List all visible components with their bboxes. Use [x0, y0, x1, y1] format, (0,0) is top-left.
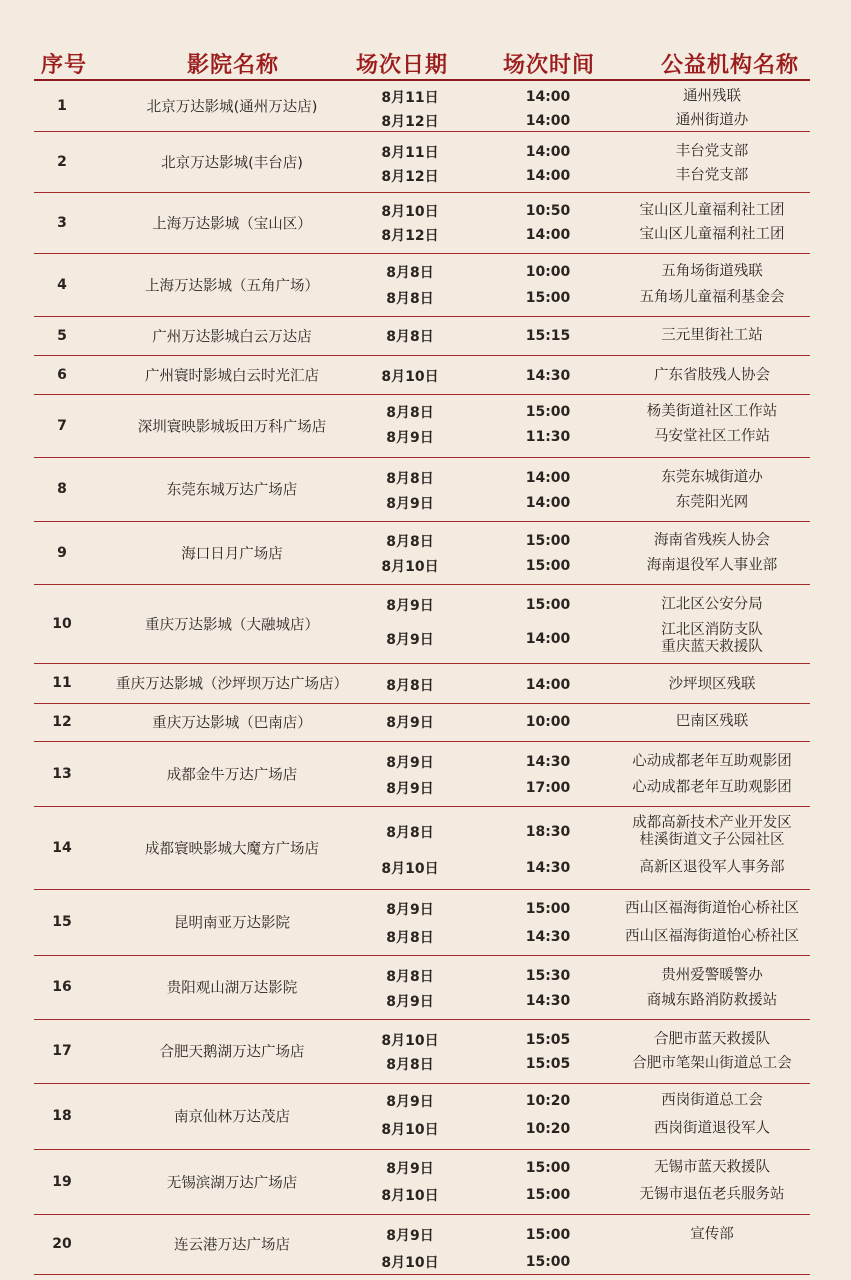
session-time: 10:00 [525, 264, 571, 280]
row-divider [34, 703, 810, 704]
session-time: 11:30 [525, 429, 571, 445]
session-date: 8月8日 [386, 1057, 434, 1073]
session-date: 8月8日 [386, 291, 434, 307]
session-date: 8月9日 [386, 1094, 434, 1110]
cinema-name: 上海万达影城（宝山区） [152, 216, 312, 232]
session-time: 15:00 [525, 597, 571, 613]
session-date: 8月8日 [386, 534, 434, 550]
row-divider [34, 889, 810, 890]
session-time: 14:30 [525, 929, 571, 945]
organization-name: 宣传部 [690, 1226, 734, 1243]
cinema-name: 昆明南亚万达影院 [174, 915, 290, 932]
organization-name: 心动成都老年互助观影团 [632, 779, 792, 796]
session-time: 18:30 [525, 824, 571, 840]
row-number: 15 [52, 914, 72, 930]
organization-name: 宝山区儿童福利社工团 [639, 202, 785, 219]
row-number: 5 [57, 327, 67, 344]
session-date: 8月10日 [381, 204, 439, 220]
row-number: 1 [57, 97, 67, 114]
organization-name: 贵州爱警暖警办 [661, 967, 763, 984]
session-time: 14:30 [525, 368, 571, 384]
session-date: 8月9日 [386, 994, 434, 1010]
session-date: 8月8日 [386, 825, 434, 841]
session-time: 14:00 [525, 113, 571, 129]
session-date: 8月9日 [386, 1228, 434, 1244]
session-date: 8月8日 [386, 930, 434, 946]
organization-name: 广东省肢残人协会 [654, 367, 770, 384]
session-date: 8月10日 [381, 861, 439, 877]
session-time: 15:00 [525, 1254, 571, 1270]
session-date: 8月10日 [381, 1033, 439, 1049]
session-date: 8月9日 [386, 1161, 434, 1177]
session-date: 8月8日 [386, 405, 434, 421]
organization-name: 成都高新技术产业开发区 桂溪街道文子公园社区 [632, 815, 792, 848]
organization-name: 合肥市笔架山街道总工会 [632, 1055, 792, 1072]
organization-name: 海南退役军人事业部 [646, 557, 778, 574]
row-divider [34, 457, 810, 458]
cinema-name: 合肥天鹅湖万达广场店 [159, 1044, 305, 1061]
session-date: 8月8日 [386, 678, 434, 694]
row-number: 16 [52, 979, 72, 995]
header-org: 公益机构名称 [660, 53, 800, 78]
session-time: 14:00 [525, 495, 571, 511]
organization-name: 高新区退役军人事务部 [639, 859, 785, 876]
session-time: 15:00 [525, 404, 571, 420]
session-date: 8月9日 [386, 496, 434, 512]
row-number: 6 [57, 366, 67, 383]
session-date: 8月12日 [381, 114, 439, 130]
row-number: 11 [52, 675, 72, 691]
session-date: 8月10日 [381, 1122, 439, 1138]
header-no: 序号 [40, 53, 88, 78]
session-time: 15:05 [525, 1032, 571, 1048]
session-date: 8月10日 [381, 369, 439, 385]
session-time: 15:00 [525, 1227, 571, 1243]
cinema-name: 成都寰映影城大魔方广场店 [145, 841, 319, 857]
row-number: 18 [52, 1108, 72, 1124]
session-date: 8月8日 [386, 329, 434, 345]
cinema-name: 北京万达影城(通州万达店) [146, 99, 318, 115]
session-time: 10:20 [525, 1121, 571, 1137]
session-date: 8月12日 [381, 169, 439, 185]
organization-name: 无锡市蓝天救援队 [654, 1159, 770, 1176]
session-date: 8月8日 [386, 471, 434, 487]
row-number: 2 [57, 153, 67, 170]
organization-name: 心动成都老年互助观影团 [632, 753, 792, 770]
row-number: 3 [57, 214, 67, 231]
organization-name: 西岗街道总工会 [661, 1092, 763, 1109]
session-time: 14:00 [525, 677, 571, 693]
row-divider [34, 1083, 810, 1084]
session-time: 15:00 [525, 1160, 571, 1176]
row-number: 12 [52, 714, 72, 730]
row-number: 8 [57, 481, 67, 497]
session-date: 8月11日 [381, 90, 439, 106]
row-number: 14 [52, 839, 72, 856]
cinema-name: 南京仙林万达茂店 [174, 1109, 290, 1126]
organization-name: 丰台党支部 [675, 143, 749, 160]
organization-name: 商城东路消防救援站 [646, 992, 778, 1009]
organization-name: 西山区福海街道怡心桥社区 [625, 928, 799, 945]
organization-name: 海南省残疾人协会 [654, 532, 770, 549]
session-time: 15:00 [525, 901, 571, 917]
row-divider [34, 806, 810, 807]
cinema-name: 无锡滨湖万达广场店 [166, 1175, 298, 1191]
session-date: 8月11日 [381, 145, 439, 161]
row-divider [34, 192, 810, 193]
cinema-name: 连云港万达广场店 [174, 1237, 290, 1254]
row-divider [34, 1149, 810, 1150]
cinema-name: 广州寰时影城白云时光汇店 [145, 368, 319, 384]
session-date: 8月9日 [386, 755, 434, 771]
organization-name: 巴南区残联 [675, 713, 749, 730]
row-divider [34, 955, 810, 956]
row-divider [34, 131, 810, 132]
row-number: 13 [52, 765, 72, 782]
row-number: 17 [52, 1043, 72, 1059]
session-time: 15:00 [525, 533, 571, 549]
row-number: 20 [52, 1236, 72, 1252]
cinema-name: 重庆万达影城（巴南店） [152, 715, 312, 732]
row-divider [34, 355, 810, 356]
cinema-name: 北京万达影城(丰台店) [161, 155, 303, 171]
cinema-name: 成都金牛万达广场店 [166, 767, 298, 783]
row-divider [34, 584, 810, 585]
row-divider [34, 521, 810, 522]
session-time: 15:00 [525, 1187, 571, 1203]
cinema-name: 海口日月广场店 [181, 546, 283, 562]
cinema-name: 重庆万达影城（沙坪坝万达广场店） [116, 676, 348, 693]
header-cinema: 影院名称 [186, 53, 280, 78]
row-divider [34, 663, 810, 664]
session-date: 8月9日 [386, 598, 434, 614]
row-divider [34, 394, 810, 395]
organization-name: 五角场儿童福利基金会 [639, 289, 785, 306]
cinema-name: 东莞东城万达广场店 [166, 482, 298, 499]
session-time: 14:00 [525, 470, 571, 486]
organization-name: 东莞东城街道办 [661, 469, 763, 486]
organization-name: 合肥市蓝天救援队 [654, 1031, 770, 1048]
organization-name: 江北区消防支队 重庆蓝天救援队 [661, 622, 763, 655]
organization-name: 西岗街道退役军人 [654, 1120, 770, 1137]
session-date: 8月10日 [381, 1255, 439, 1271]
organization-name: 沙坪坝区残联 [668, 676, 756, 693]
cinema-name: 深圳寰映影城坂田万科广场店 [137, 419, 327, 435]
session-time: 15:15 [525, 328, 571, 344]
session-date: 8月9日 [386, 781, 434, 797]
organization-name: 五角场街道残联 [661, 263, 763, 280]
row-number: 19 [52, 1173, 72, 1190]
session-date: 8月10日 [381, 1188, 439, 1204]
organization-name: 江北区公安分局 [661, 596, 763, 613]
session-time: 14:00 [525, 168, 571, 184]
session-time: 14:00 [525, 144, 571, 160]
row-divider [34, 1019, 810, 1020]
session-date: 8月9日 [386, 632, 434, 648]
row-divider [34, 253, 810, 254]
session-time: 14:00 [525, 89, 571, 105]
session-date: 8月9日 [386, 430, 434, 446]
organization-name: 马安堂社区工作站 [654, 428, 770, 445]
cinema-name: 广州万达影城白云万达店 [152, 329, 312, 345]
organization-name: 通州街道办 [675, 112, 749, 129]
row-number: 10 [52, 615, 72, 632]
session-time: 10:00 [525, 714, 571, 730]
cinema-name: 重庆万达影城（大融城店） [145, 617, 319, 633]
session-time: 10:20 [525, 1093, 571, 1109]
row-number: 7 [57, 417, 67, 434]
table-header [0, 38, 851, 82]
row-number: 9 [57, 544, 67, 561]
session-time: 15:00 [525, 558, 571, 574]
session-time: 17:00 [525, 780, 571, 796]
session-date: 8月10日 [381, 559, 439, 575]
organization-name: 西山区福海街道怡心桥社区 [625, 900, 799, 917]
session-time: 14:30 [525, 860, 571, 876]
session-time: 15:05 [525, 1056, 571, 1072]
session-time: 15:30 [525, 968, 571, 984]
row-number: 4 [57, 276, 67, 293]
header-time: 场次时间 [502, 53, 596, 78]
session-date: 8月8日 [386, 969, 434, 985]
session-time: 10:50 [525, 203, 571, 219]
header-rule [34, 79, 810, 81]
organization-name: 杨美街道社区工作站 [646, 403, 778, 420]
session-date: 8月9日 [386, 902, 434, 918]
session-time: 14:30 [525, 754, 571, 770]
organization-name: 丰台党支部 [675, 167, 749, 184]
row-divider [34, 1214, 810, 1215]
organization-name: 无锡市退伍老兵服务站 [639, 1186, 785, 1203]
organization-name: 东莞阳光网 [675, 494, 749, 511]
session-date: 8月9日 [386, 715, 434, 731]
session-time: 14:00 [525, 227, 571, 243]
organization-name: 通州残联 [683, 88, 741, 105]
cinema-name: 上海万达影城（五角广场） [145, 278, 319, 294]
organization-name: 三元里街社工站 [661, 327, 763, 344]
session-date: 8月8日 [386, 265, 434, 281]
row-divider [34, 741, 810, 742]
row-divider [34, 1274, 810, 1275]
session-time: 14:00 [525, 631, 571, 647]
session-time: 15:00 [525, 290, 571, 306]
session-time: 14:30 [525, 993, 571, 1009]
session-date: 8月12日 [381, 228, 439, 244]
header-date: 场次日期 [355, 53, 449, 78]
cinema-name: 贵阳观山湖万达影院 [166, 980, 298, 997]
organization-name: 宝山区儿童福利社工团 [639, 226, 785, 243]
row-divider [34, 316, 810, 317]
